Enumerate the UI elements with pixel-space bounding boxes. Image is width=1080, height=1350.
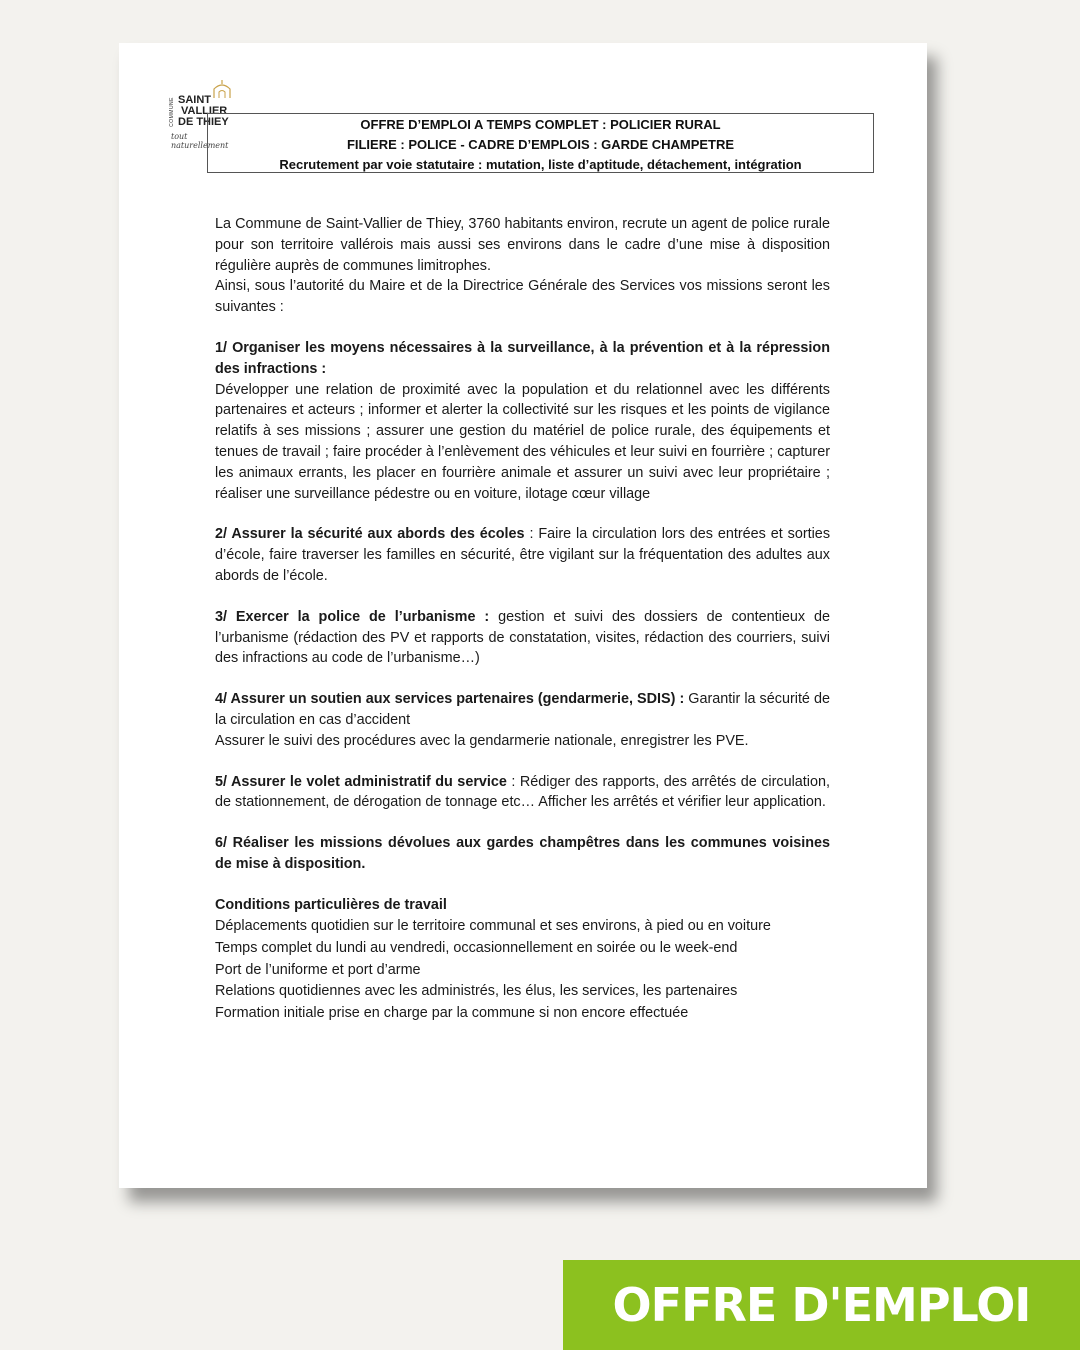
- conditions-section: [215, 895, 830, 1025]
- mission-5-text: : Rédiger des rapports, des arrêtés de circulation, de stationnement, de dérogation de tonnage etc… Afficher les arrêtés et vérifier leur application.: [215, 773, 831, 811]
- banner-label: OFFRE D'EMPLOI: [612, 1278, 1031, 1332]
- logo-de-thiey: DE THIEY: [178, 116, 229, 128]
- mission-2-title: 2/ Assurer la sécurité aux abords des écoles: [215, 526, 525, 543]
- header-title: OFFRE D’EMPLOI A TEMPS COMPLET : POLICIER RURAL: [360, 117, 721, 132]
- logo-tagline: tout naturellement: [171, 132, 229, 150]
- document-page: [119, 43, 927, 1188]
- mission-1-text: Développer une relation de proximité avec la population et du relationnel avec les différents partenaires et acteurs ; informer et alerter la collectivité sur les risques et les points de vigilance relatifs à ses missions ; assurer une gestion du matériel de police rurale, des équipements et tenues de travail ; faire procéder à l’enlèvement des véhicules et leur suivi en fourrière ; capturer les animaux errants, les placer en fourrière animale et assurer un suivi avec leur propriétaire ; réaliser une surveillance pédestre ou en voiture, ilotage cœur village: [215, 381, 830, 502]
- mission-3: [215, 607, 830, 669]
- mission-5-title: 5/ Assurer le volet administratif du service: [215, 773, 507, 790]
- condition-item: Formation initiale prise en charge par la commune si non encore effectuée: [215, 1004, 689, 1021]
- mission-4-text: Garantir la sécurité de la circulation en cas d’accident: [215, 691, 830, 728]
- conditions-title: Conditions particulières de travail: [215, 896, 447, 913]
- bell-tower-icon: [211, 79, 233, 99]
- mission-3-title: 3/ Exercer la police de l’urbanisme :: [215, 608, 490, 625]
- intro-paragraph: La Commune de Saint-Vallier de Thiey, 3760 habitants environ, recrute un agent de police rurale pour son territoire vallérois mais aussi ses environs dans le cadre d’une mise à disposition régulière auprès de communes limitrophes.: [215, 216, 830, 274]
- condition-item: Port de l’uniforme et port d’arme: [215, 961, 421, 978]
- mission-2: [215, 524, 830, 586]
- mission-4-title: 4/ Assurer un soutien aux services partenaires (gendarmerie, SDIS) :: [215, 691, 685, 708]
- header-filiere: FILIERE : POLICE - CADRE D’EMPLOIS : GARDE CHAMPETRE: [346, 137, 735, 152]
- intro-missions-lead: Ainsi, sous l’autorité du Maire et de la Directrice Générale des Services vos missions seront les suivantes :: [215, 278, 830, 316]
- mission-6-title: 6/ Réaliser les missions dévolues aux gardes champêtres dans les communes voisines de mise à disposition.: [215, 835, 830, 872]
- mission-2-text: : Faire la circulation lors des entrées et sorties d’école, faire traverser les familles en sécurité, être vigilant sur la fréquentation des adultes aux abords de l’école.: [215, 526, 831, 584]
- logo-vallier: VALLIER: [181, 105, 228, 117]
- document-body: [215, 214, 830, 1024]
- mission-4-followup: Assurer le suivi des procédures avec la gendarmerie nationale, enregistrer les PVE.: [215, 732, 749, 749]
- offer-header-box: [207, 113, 874, 173]
- mission-3-text: gestion et suivi des dossiers de contentieux de l’urbanisme (rédaction des PV et rapports de constatation, visites, rédaction des courriers, suivi des infractions au code de l’urbanisme…): [215, 608, 830, 667]
- logo-side-text: COMMUNE: [169, 97, 175, 127]
- mission-4: [215, 689, 830, 731]
- logo-saint: SAINT: [178, 94, 211, 106]
- header-recruitment: Recrutement par voie statutaire : mutation, liste d’aptitude, détachement, intégration: [279, 157, 802, 172]
- condition-item: Temps complet du lundi au vendredi, occasionnellement en soirée ou le week-end: [215, 939, 738, 956]
- mission-5: [215, 772, 830, 814]
- condition-item: Déplacements quotidien sur le territoire communal et ses environs, à pied ou en voiture: [215, 918, 771, 935]
- job-offer-banner: [563, 1260, 1080, 1350]
- mission-1: [215, 338, 830, 504]
- mission-1-title: 1/ Organiser les moyens nécessaires à la surveillance, à la prévention et à la répression des infractions :: [215, 339, 830, 377]
- condition-item: Relations quotidiennes avec les administrés, les élus, les services, les partenaires: [215, 983, 738, 1000]
